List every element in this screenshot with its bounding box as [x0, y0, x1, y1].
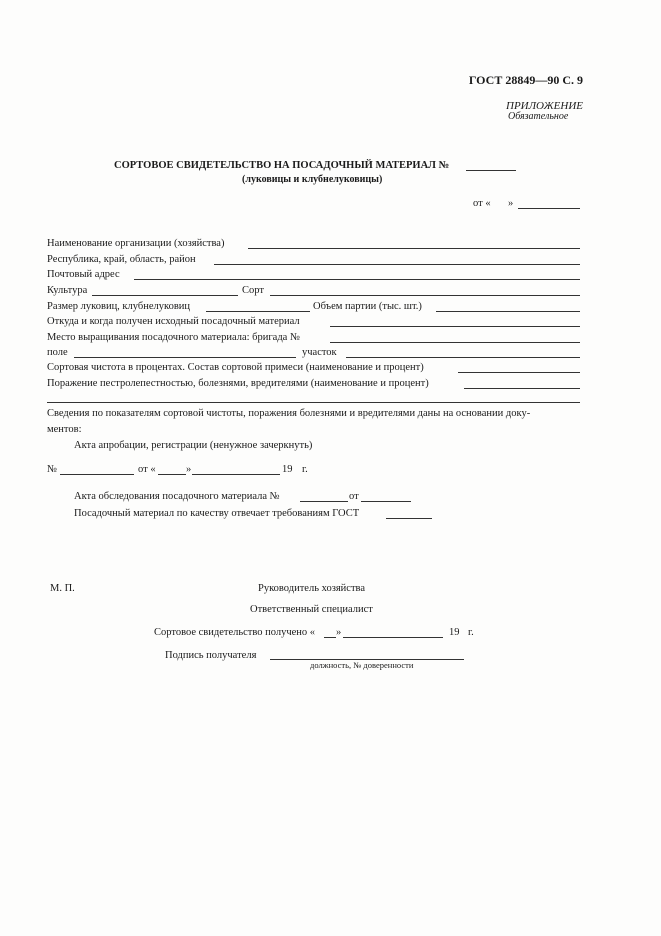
origin-line[interactable]	[330, 326, 580, 327]
basis-text: Сведения по показателям сортовой чистоты, поражения болезнями и вредителями даны на основании доку-	[47, 408, 531, 419]
gost-number: ГОСТ 28849—90 С. 9	[468, 73, 583, 87]
certificate-number-line[interactable]	[466, 170, 516, 171]
acts-label: Акта апробации, регистрации (ненужное зачеркнуть)	[74, 440, 313, 451]
certificate-title: СОРТОВОЕ СВИДЕТЕЛЬСТВО НА ПОСАДОЧНЫЙ МАТЕРИАЛ №	[114, 160, 450, 171]
org-line[interactable]	[248, 248, 580, 249]
act-number-sign: №	[47, 464, 58, 475]
inspection-label: Акта обследования посадочного материала №	[74, 491, 280, 502]
date-line[interactable]	[518, 208, 580, 209]
act-date-from: от «	[138, 464, 156, 475]
inspection-from: от	[349, 491, 359, 502]
appendix-label: ПРИЛОЖЕНИЕ	[506, 100, 583, 112]
received-close: »	[336, 627, 342, 638]
quality-label: Посадочный материал по качеству отвечает требованиям ГОСТ	[74, 508, 360, 519]
date-close: »	[508, 198, 514, 209]
region-label: Республика, край, область, район	[47, 254, 196, 265]
size-line[interactable]	[206, 311, 310, 312]
certificate-subtitle: (луковицы и клубнелуковицы)	[242, 174, 383, 185]
gost-line[interactable]	[386, 518, 432, 519]
head-signature-label: Руководитель хозяйства	[258, 583, 366, 594]
address-line[interactable]	[134, 279, 580, 280]
act-number-line[interactable]	[60, 474, 134, 475]
act-year-suffix: г.	[302, 464, 308, 475]
received-year-suffix: г.	[468, 627, 474, 638]
plot-line[interactable]	[346, 357, 580, 358]
volume-label: Объем партии (тыс. шт.)	[313, 301, 422, 312]
received-year: 19	[449, 627, 460, 638]
received-label: Сортовое свидетельство получено «	[154, 627, 316, 638]
volume-line[interactable]	[436, 311, 580, 312]
seal-place: М. П.	[50, 583, 75, 594]
brigade-line[interactable]	[330, 342, 580, 343]
place-label: Место выращивания посадочного материала: бригада №	[47, 332, 300, 343]
received-month-line[interactable]	[343, 637, 443, 638]
inspection-number-line[interactable]	[300, 501, 348, 502]
inspection-date-line[interactable]	[361, 501, 411, 502]
received-day-line[interactable]	[324, 637, 336, 638]
field-label: поле	[47, 347, 68, 358]
field-line[interactable]	[74, 357, 296, 358]
damage-label: Поражение пестролепестностью, болезнями, вредителями (наименование и процент)	[47, 378, 429, 389]
recipient-caption: должность, № доверенности	[310, 660, 414, 670]
org-label: Наименование организации (хозяйства)	[47, 238, 225, 249]
act-date-close: »	[186, 464, 192, 475]
specialist-signature-label: Ответственный специалист	[250, 604, 373, 615]
purity-label: Сортовая чистота в процентах. Состав сортовой примеси (наименование и процент)	[47, 362, 424, 373]
date-from: от «	[473, 198, 491, 209]
purity-line[interactable]	[458, 372, 580, 373]
act-year: 19	[282, 464, 293, 475]
recipient-label: Подпись получателя	[165, 650, 257, 661]
variety-label: Сорт	[242, 285, 264, 296]
size-label: Размер луковиц, клубнелуковиц	[47, 301, 191, 312]
address-label: Почтовый адрес	[47, 269, 120, 280]
damage-extra-line[interactable]	[47, 402, 580, 403]
mandatory-label: Обязательное	[508, 111, 569, 122]
culture-label: Культура	[47, 285, 88, 296]
act-month-line[interactable]	[192, 474, 280, 475]
origin-label: Откуда и когда получен исходный посадочный материал	[47, 316, 300, 327]
act-day-line[interactable]	[158, 474, 186, 475]
variety-line[interactable]	[270, 295, 580, 296]
damage-line[interactable]	[464, 388, 580, 389]
culture-line[interactable]	[92, 295, 238, 296]
region-line[interactable]	[214, 264, 580, 265]
plot-label: участок	[302, 347, 337, 358]
basis-text-cont: ментов:	[47, 424, 82, 435]
